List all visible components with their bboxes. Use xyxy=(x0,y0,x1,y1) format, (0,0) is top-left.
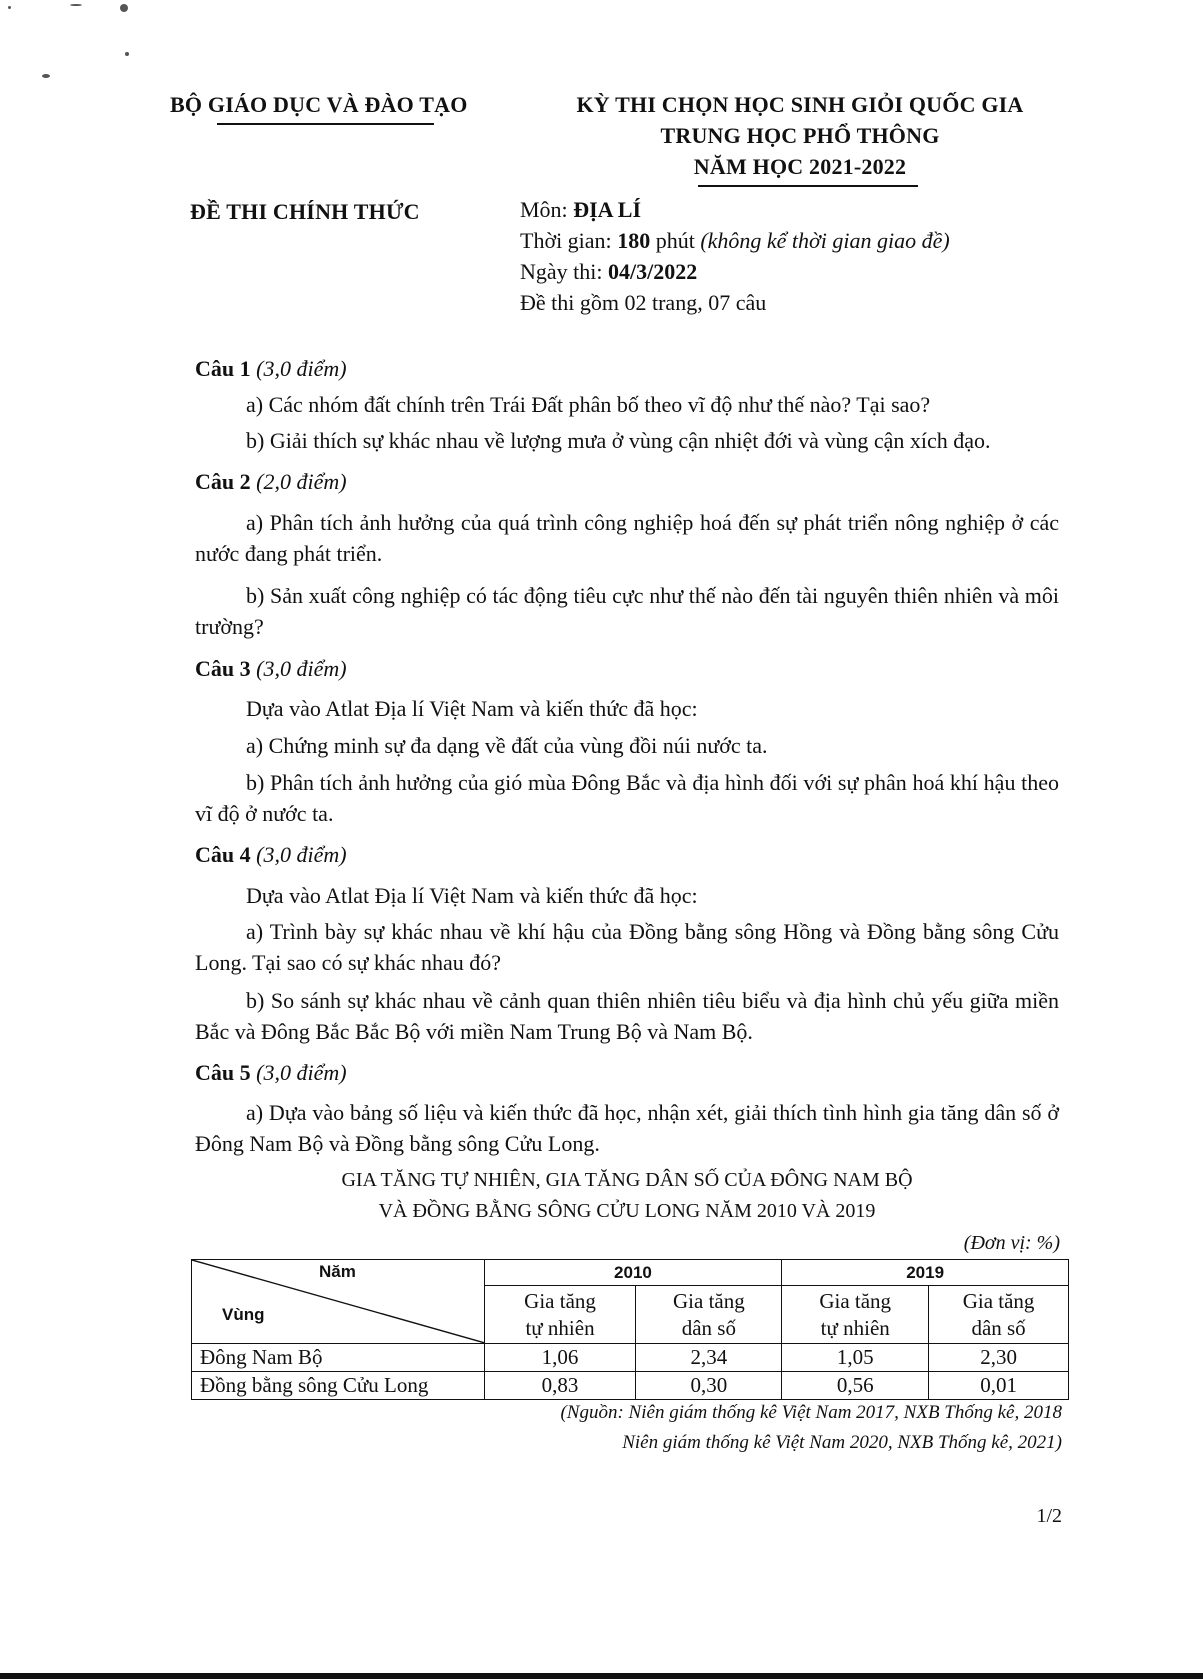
time-line xyxy=(520,225,950,256)
scan-bottom-edge xyxy=(0,1673,1203,1679)
question-1-heading xyxy=(195,356,347,382)
question-title: Câu 4 xyxy=(195,842,251,867)
question-4-part-b: b) So sánh sự khác nhau về cảnh quan thiên nhiên tiêu biểu và địa hình chủ yếu giữa miền Bắc và Đông Bắc Bắc Bộ với miền Nam Trung Bộ và Nam Bộ. xyxy=(195,988,1059,1044)
scan-speck xyxy=(125,52,129,56)
time-value: 180 xyxy=(617,228,651,253)
table-value-cell: 0,30 xyxy=(636,1372,782,1400)
table-source-line1: (Nguồn: Niên giám thống kê Việt Nam 2017, NXB Thống kê, 2018 xyxy=(560,1402,1062,1423)
question-1-part-b: b) Giải thích sự khác nhau về lượng mưa ở vùng cận nhiệt đới và vùng cận xích đạo. xyxy=(246,428,991,453)
question-title: Câu 3 xyxy=(195,656,251,681)
question-1-part-a: a) Các nhóm đất chính trên Trái Đất phân bố theo vĩ độ như thế nào? Tại sao? xyxy=(246,392,931,417)
subheader-line: dân số xyxy=(681,1315,736,1340)
question-4-heading xyxy=(195,842,347,868)
table-value-cell: 2,34 xyxy=(636,1344,782,1372)
question-3-part-a: a) Chứng minh sự đa dạng về đất của vùng đồi núi nước ta. xyxy=(246,733,768,758)
question-2-part-b: b) Sản xuất công nghiệp có tác động tiêu cực như thế nào đến tài nguyên thiên nhiên và môi trường? xyxy=(195,583,1059,639)
subheader-line: dân số xyxy=(971,1315,1026,1340)
table-row xyxy=(192,1344,1069,1372)
subheader-line: tự nhiên xyxy=(525,1315,595,1340)
table-value-cell: 1,05 xyxy=(782,1344,929,1372)
corner-label-year: Năm xyxy=(319,1262,356,1281)
scan-speck xyxy=(120,4,128,12)
table-subheader-cell xyxy=(929,1286,1069,1344)
scan-speck xyxy=(42,74,50,78)
scan-speck xyxy=(70,4,82,6)
question-title: Câu 2 xyxy=(195,469,251,494)
table-subheader-cell xyxy=(782,1286,929,1344)
population-growth-table xyxy=(191,1259,1069,1400)
table-region-cell: Đồng bằng sông Cửu Long xyxy=(192,1372,485,1400)
table-subheader-cell xyxy=(636,1286,782,1344)
question-2-heading xyxy=(195,469,347,495)
pages-note: Đề thi gồm 02 trang, 07 câu xyxy=(520,290,767,315)
question-2-part-a: a) Phân tích ảnh hưởng của quá trình công nghiệp hoá đến sự phát triển nông nghiệp ở các nước đang phát triển. xyxy=(195,510,1059,566)
table-value-cell: 0,56 xyxy=(782,1372,929,1400)
exam-title-line2: TRUNG HỌC PHỔ THÔNG xyxy=(660,123,940,148)
exam-title-line3: NĂM HỌC 2021-2022 xyxy=(693,154,907,179)
official-label: ĐỀ THI CHÍNH THỨC xyxy=(190,199,420,224)
table-value-cell: 2,30 xyxy=(929,1344,1069,1372)
date-value: 04/3/2022 xyxy=(608,259,698,284)
question-4-intro: Dựa vào Atlat Địa lí Việt Nam và kiến thức đã học: xyxy=(246,883,698,908)
subheader-line: Gia tăng xyxy=(673,1288,745,1313)
table-title-line1: GIA TĂNG TỰ NHIÊN, GIA TĂNG DÂN SỐ CỦA ĐÔNG NAM BỘ xyxy=(341,1169,913,1191)
subject-value: ĐỊA LÍ xyxy=(573,197,642,222)
question-3-intro: Dựa vào Atlat Địa lí Việt Nam và kiến thức đã học: xyxy=(246,696,698,721)
table-title-line2: VÀ ĐỒNG BẰNG SÔNG CỬU LONG NĂM 2010 VÀ 2019 xyxy=(378,1200,876,1222)
exam-title-line1: KỲ THI CHỌN HỌC SINH GIỎI QUỐC GIA xyxy=(576,92,1024,117)
table-subheader-cell xyxy=(484,1286,636,1344)
table-year-header: 2010 xyxy=(484,1260,782,1286)
question-points: (3,0 điểm) xyxy=(256,842,347,867)
question-points: (3,0 điểm) xyxy=(256,1060,347,1085)
scan-speck xyxy=(8,6,11,9)
table-year-header: 2019 xyxy=(782,1260,1069,1286)
table-unit: (Đơn vị: %) xyxy=(963,1232,1060,1254)
ministry-underline xyxy=(217,123,434,125)
page-number: 1/2 xyxy=(1036,1505,1062,1527)
question-title: Câu 1 xyxy=(195,356,251,381)
time-unit: phút xyxy=(650,228,701,253)
table-value-cell: 0,83 xyxy=(484,1372,636,1400)
question-5-part-a: a) Dựa vào bảng số liệu và kiến thức đã học, nhận xét, giải thích tình hình gia tăng dân số ở Đông Nam Bộ và Đồng bằng sông Cửu Long. xyxy=(195,1100,1059,1156)
ministry-name: BỘ GIÁO DỤC VÀ ĐÀO TẠO xyxy=(170,92,468,117)
question-points: (3,0 điểm) xyxy=(256,356,347,381)
question-3-part-b: b) Phân tích ảnh hưởng của gió mùa Đông Bắc và địa hình đối với sự phân hoá khí hậu theo vĩ độ ở nước ta. xyxy=(195,770,1059,826)
table-value-cell: 1,06 xyxy=(484,1344,636,1372)
table-header-row xyxy=(192,1260,1069,1286)
question-3-heading xyxy=(195,656,347,682)
table-row xyxy=(192,1372,1069,1400)
date-line xyxy=(520,256,697,287)
subheader-line: Gia tăng xyxy=(962,1288,1035,1313)
table-region-cell: Đông Nam Bộ xyxy=(192,1344,485,1372)
corner-label-region: Vùng xyxy=(222,1305,265,1324)
exam-title-underline xyxy=(698,185,918,187)
table-source-line2: Niên giám thống kê Việt Nam 2020, NXB Thống kê, 2021) xyxy=(622,1432,1062,1453)
time-note: (không kể thời gian giao đề) xyxy=(700,228,950,253)
question-4-part-a: a) Trình bày sự khác nhau về khí hậu của Đồng bằng sông Hồng và Đồng bằng sông Cửu Long. Tại sao có sự khác nhau đó? xyxy=(195,919,1059,975)
question-5-heading xyxy=(195,1060,347,1086)
question-points: (3,0 điểm) xyxy=(256,656,347,681)
time-label: Thời gian: xyxy=(520,228,618,253)
subject-label: Môn: xyxy=(520,197,574,222)
subheader-line: tự nhiên xyxy=(820,1315,890,1340)
subject-line xyxy=(520,194,641,225)
table-corner-cell xyxy=(192,1260,485,1344)
subheader-line: Gia tăng xyxy=(819,1288,892,1313)
date-label: Ngày thi: xyxy=(520,259,608,284)
question-points: (2,0 điểm) xyxy=(256,469,347,494)
subheader-line: Gia tăng xyxy=(524,1288,596,1313)
question-title: Câu 5 xyxy=(195,1060,251,1085)
table-value-cell: 0,01 xyxy=(929,1372,1069,1400)
